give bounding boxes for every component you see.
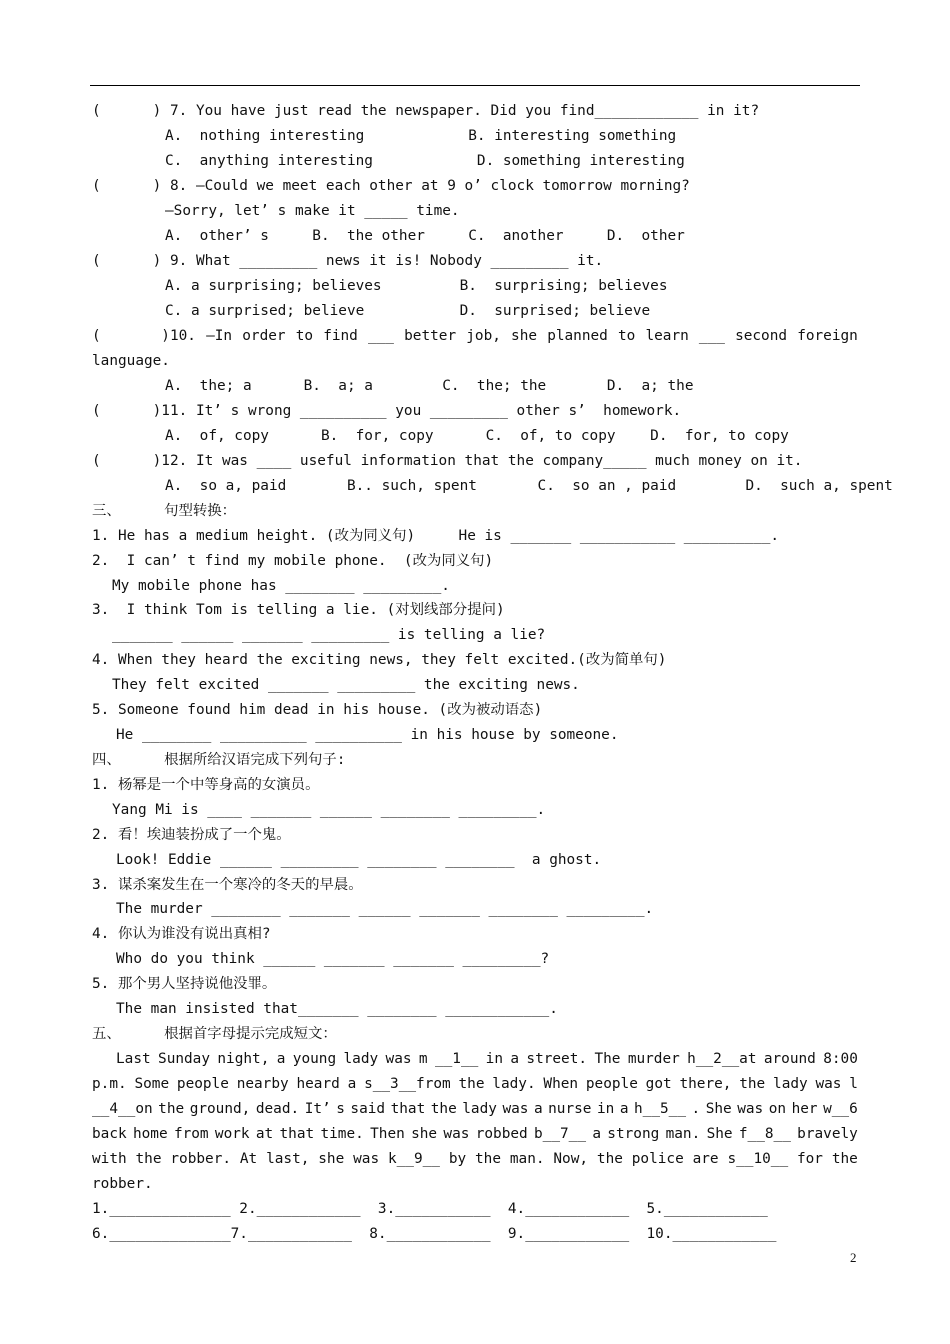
doc-line: 1. He has a medium height. (改为同义句) He is _______ ___________ __________. [92,528,780,544]
word: a [533,1101,543,1117]
doc-line: A. so a, paid B.. such, spent C. so an , paid D. such a, spent [165,478,893,494]
doc-line: My mobile phone has ________ _________. [112,578,450,594]
word: learn [645,328,689,344]
word: are [692,1151,719,1167]
doc-line: They felt excited _______ _________ the exciting news. [112,677,580,693]
word: was [502,1101,529,1117]
doc-line: 1.______________ 2.____________ 3.___________ 4.____________ 5.____________ [92,1201,768,1217]
doc-line: 2. 看！埃迪装扮成了一个鬼。 [92,827,291,843]
doc-line: ( ) 7. You have just read the newspaper. Did you find____________ in it? [92,103,760,119]
doc-line: ( )12. It was ____ useful information that the company_____ much money on it. [92,453,803,469]
word: in [596,1101,615,1117]
doc-line: A. other’ s B. the other C. another D. other [165,228,685,244]
word: k__9__ [387,1151,440,1167]
word: to [295,328,314,344]
word: the [458,1076,485,1092]
word: police [631,1151,684,1167]
doc-line [92,1100,858,1118]
word: got [645,1076,672,1092]
word: in [485,1051,503,1067]
doc-line: 五、 根据首字母提示完成短文： [92,1026,337,1042]
doc-line: ( ) 8. —Could we meet each other at 9 o’ clock tomorrow morning? [92,178,690,194]
doc-line: A. of, copy B. for, copy C. of, to copy D. for, to copy [165,428,789,444]
word: Last [116,1051,151,1067]
word: Sunday [158,1051,211,1067]
word: the [158,1101,185,1117]
word: the [739,1076,766,1092]
doc-line: The man insisted that_______ ________ ____________. [116,1001,558,1017]
doc-line: The murder ________ _______ ______ _______ ________ _________. [116,901,654,917]
word: the [430,1101,457,1117]
word: lady [343,1051,379,1067]
word: for [796,1151,823,1167]
word: was [385,1051,412,1067]
doc-line: —Sorry, let’ s make it _____ time. [165,203,460,219]
word: lady. [492,1076,536,1092]
doc-line: Who do you think ______ _______ _______ _________? [116,951,550,967]
doc-line: _______ ______ _______ _________ is telling a lie? [112,627,546,643]
doc-line: C. a surprised; believe D. surprised; believe [165,303,651,319]
doc-line: 6.______________7.____________ 8.____________ 9.____________ 10.____________ [92,1226,777,1242]
word: better [404,328,457,344]
word: Some [134,1076,170,1092]
word: planned [547,328,608,344]
doc-line: 3. 谋杀案发生在一个寒冷的冬天的早晨。 [92,877,363,893]
word: heard [296,1076,340,1092]
word: h__5__ [634,1101,686,1117]
word: robber. [170,1151,232,1167]
doc-line: 2. I can’ t find my mobile phone. (改为同义句) [92,553,494,569]
word: to [617,328,636,344]
word: 8:00 [823,1051,858,1067]
word: The [594,1051,621,1067]
word: f__8__ [738,1126,791,1142]
page-number: 2 [850,1250,857,1265]
doc-line: 4. When they heard the exciting news, they felt excited.(改为简单句) [92,652,667,668]
doc-line: A. the; a B. a; a C. the; the D. a; the [165,378,694,394]
doc-line: 5. Someone found him dead in his house. (改为被动语态) [92,702,543,718]
word: dead. [255,1101,300,1117]
word: p.m. [92,1076,127,1092]
word: s [336,1101,345,1117]
word: ___ [698,328,725,344]
word: people [176,1076,229,1092]
word: l [849,1076,858,1092]
doc-line: ( ) 9. What _________ news it is! Nobody _________ it. [92,253,604,269]
word: the [596,1151,623,1167]
word: s__10__ [727,1151,789,1167]
word: the [475,1151,502,1167]
word: lady [773,1076,808,1092]
word: people [585,1076,638,1092]
word: ground, [189,1101,251,1117]
word: she [411,1126,438,1142]
word: she [318,1151,345,1167]
word: strong [607,1126,660,1142]
word: She [705,1101,732,1117]
doc-line: 5. 那个男人坚持说他没罪。 [92,976,277,992]
word: __1__ [434,1051,479,1067]
doc-line: C. anything interesting D. something interesting [165,153,685,169]
word: there, [679,1076,732,1092]
doc-line: 1. 杨幂是一个中等身高的女演员。 [92,777,320,793]
word: find [323,328,358,344]
doc-line [92,1075,858,1093]
doc-line [92,327,858,345]
word: by [448,1151,467,1167]
word: ( )10. [92,328,196,344]
doc-line: language. [92,353,170,369]
word: a [619,1101,629,1117]
doc-line [92,1125,858,1143]
word: at [255,1126,274,1142]
word: ___ [367,328,394,344]
doc-line: 4. 你认为谁没有说出真相? [92,926,271,942]
word: . [691,1101,701,1117]
word: It’ [304,1101,331,1117]
word: street. [526,1051,588,1067]
word: nurse [548,1101,592,1117]
doc-line [92,1150,858,1168]
word: the [135,1151,162,1167]
word: She [706,1126,733,1142]
word: __4__on [92,1101,153,1117]
word: b__7__ [534,1126,586,1142]
word: was [353,1151,380,1167]
word: man. [509,1151,545,1167]
word: nearby [236,1076,289,1092]
doc-line: 3. I think Tom is telling a lie. (对划线部分提问) [92,602,505,618]
word: was [815,1076,842,1092]
doc-line: A. a surprising; believes B. surprising; believes [165,278,668,294]
word: on [768,1101,787,1117]
word: m [418,1051,428,1067]
word: w__6 [823,1101,858,1117]
word: robbed [475,1126,528,1142]
word: job, [466,328,501,344]
word: back [92,1126,127,1142]
word: that [279,1126,315,1142]
doc-line: ( )11. It’ s wrong __________ you _________ other s’ homework. [92,403,682,419]
word: When [543,1076,579,1092]
doc-line: A. nothing interesting B. interesting something [165,128,677,144]
word: was [443,1126,470,1142]
word: s__3__from [364,1076,451,1092]
doc-line: 四、 根据所给汉语完成下列句子: [92,752,346,768]
word: man. [665,1126,701,1142]
word: order [242,328,286,344]
word: foreign [797,328,858,344]
word: —In [206,328,233,344]
header-rule [90,85,860,86]
doc-line: 三、 句型转换： [92,503,237,519]
word: a [276,1051,286,1067]
word: night, [217,1051,270,1067]
doc-line: Yang Mi is ____ _______ ______ ________ _________. [112,802,546,818]
word: Now, [553,1151,589,1167]
doc-line: robber. [92,1176,153,1192]
word: work [214,1126,250,1142]
word: from [173,1126,209,1142]
doc-line: He ________ __________ __________ in his house by someone. [116,727,619,743]
word: lady [462,1101,497,1117]
word: with [92,1151,127,1167]
word: the [831,1151,858,1167]
word: home [132,1126,168,1142]
word: said [350,1101,386,1117]
word: bravely [797,1126,858,1142]
word: young [292,1051,337,1067]
word: she [511,328,538,344]
doc-line [116,1050,858,1068]
doc-line: Look! Eddie ______ _________ ________ ________ a ghost. [116,852,602,868]
word: Then [370,1126,405,1142]
word: last, [266,1151,310,1167]
word: her [791,1101,818,1117]
word: around [763,1051,816,1067]
word: time. [320,1126,364,1142]
word: murder [627,1051,680,1067]
word: h__2__at [687,1051,757,1067]
word: a [347,1076,357,1092]
word: second [735,328,788,344]
word: At [239,1151,258,1167]
word: that [390,1101,426,1117]
word: was [737,1101,764,1117]
word: a [510,1051,520,1067]
word: a [592,1126,601,1142]
